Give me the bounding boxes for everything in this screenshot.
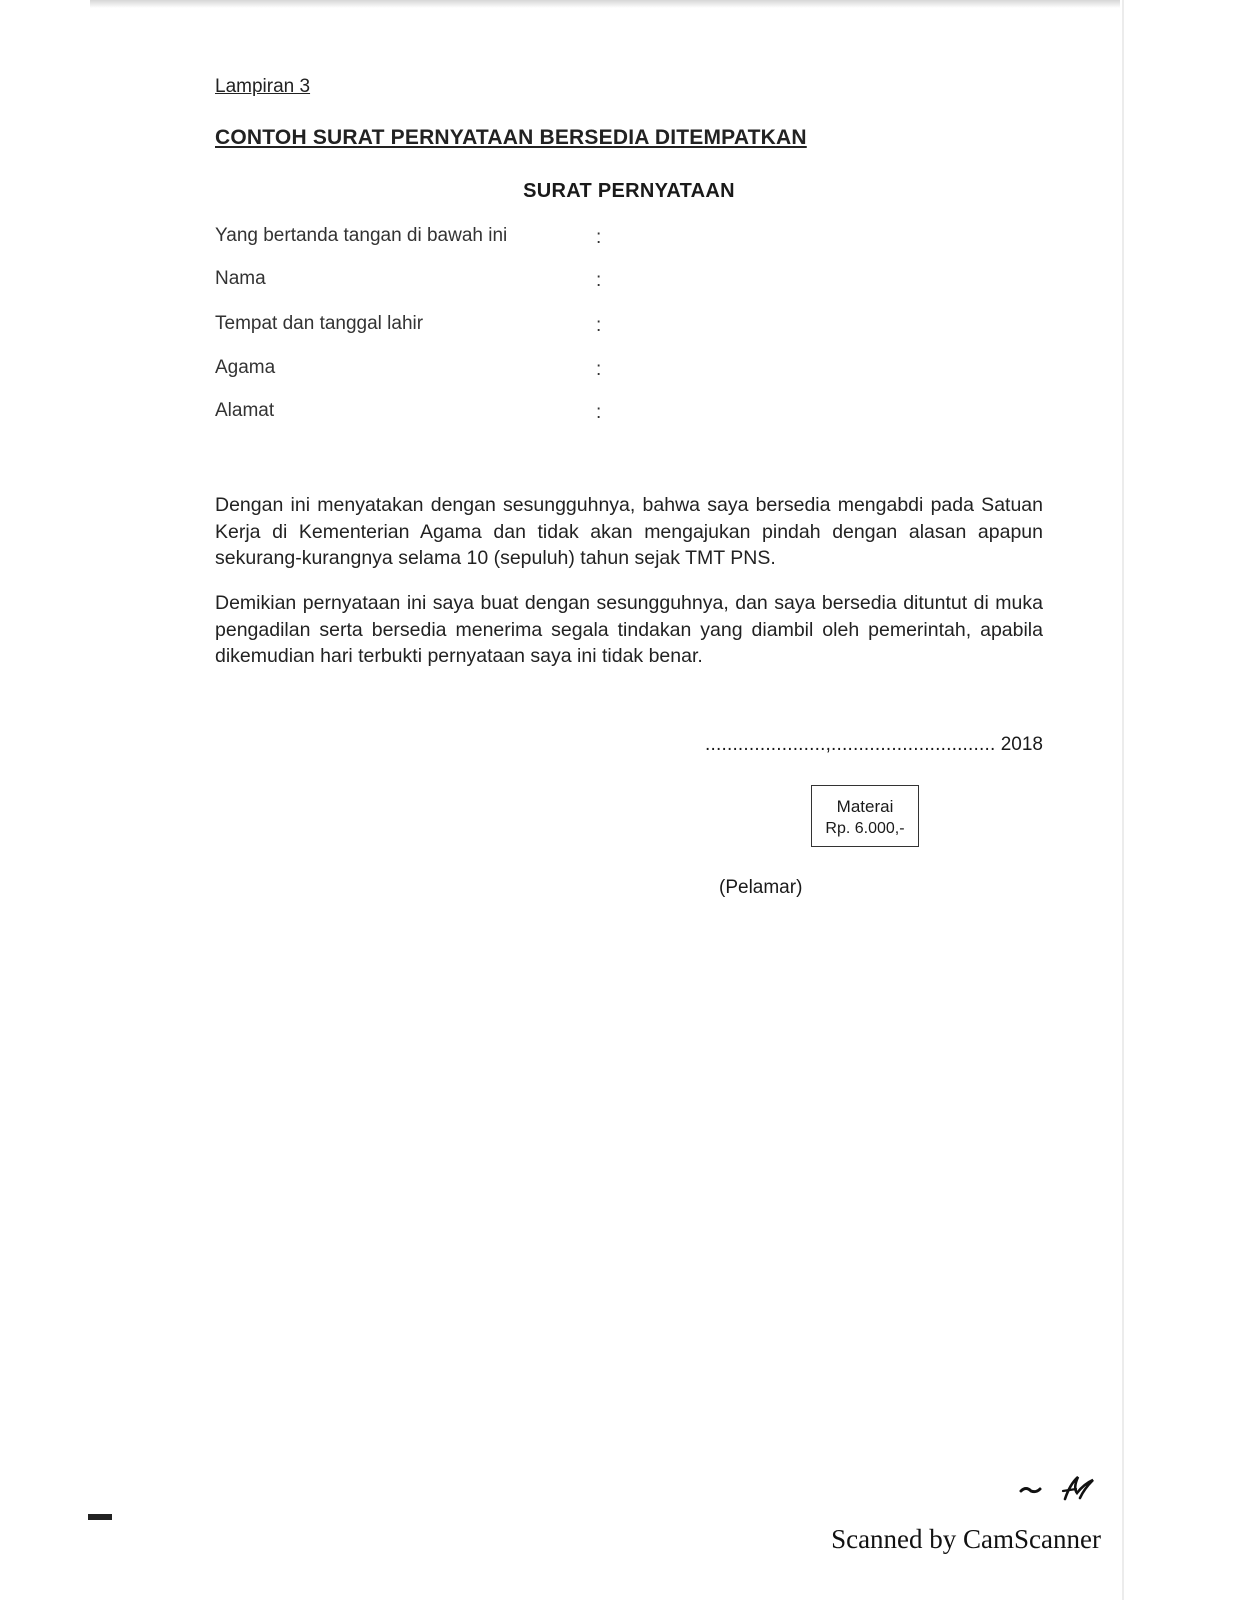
closing-paragraph: Demikian pernyataan ini saya buat dengan sesungguhnya, dan saya bersedia dituntut di muka pengadilan serta bersedia menerima segala tindakan yang diambil oleh pemerintah, apabila dikemudian hari terbukti pernyataan saya ini tidak benar. (215, 592, 1043, 667)
field-label: Tempat dan tanggal lahir (215, 313, 424, 334)
field-row-signatory (215, 225, 715, 253)
signer-label: (Pelamar) (719, 877, 803, 898)
attachment-label: Lampiran 3 (215, 76, 311, 97)
scan-page-edge (1122, 0, 1124, 1600)
field-row-birth (215, 313, 715, 341)
letter-title: SURAT PERNYATAAN (523, 180, 735, 202)
scanner-watermark: Scanned by CamScanner (831, 1524, 1101, 1554)
field-colon: : (596, 402, 602, 423)
field-row-address (215, 400, 715, 428)
field-row-religion (215, 357, 715, 385)
statement-paragraph: Dengan ini menyatakan dengan sesungguhnya, bahwa saya bersedia mengabdi pada Satuan Kerja di Kementerian Agama dan tidak akan mengajukan pindah dengan alasan apapun sekurang-kurangnya selama 10 (sepuluh) tahun sejak TMT PNS. (215, 494, 1043, 569)
field-label: Yang bertanda tangan di bawah ini (215, 225, 508, 246)
document-page (215, 0, 1043, 1600)
stamp-label: Materai (836, 797, 894, 816)
field-row-name (215, 268, 715, 296)
date-placeholder: ......................,.............................. (705, 734, 996, 755)
example-title: CONTOH SURAT PERNYATAAN BERSEDIA DITEMPATKAN (215, 126, 807, 149)
handwritten-initials (1018, 1472, 1098, 1511)
field-label: Nama (215, 268, 266, 289)
stamp-amount: Rp. 6.000,- (825, 820, 905, 837)
date-line (705, 734, 1043, 756)
field-colon: : (596, 315, 602, 336)
field-colon: : (596, 359, 602, 380)
field-colon: : (596, 227, 602, 248)
field-label: Alamat (215, 400, 275, 421)
revenue-stamp-box (811, 785, 919, 847)
scan-edge-mark (88, 1514, 112, 1520)
date-year: 2018 (1000, 734, 1043, 755)
field-label: Agama (215, 357, 276, 378)
field-colon: : (596, 270, 602, 291)
